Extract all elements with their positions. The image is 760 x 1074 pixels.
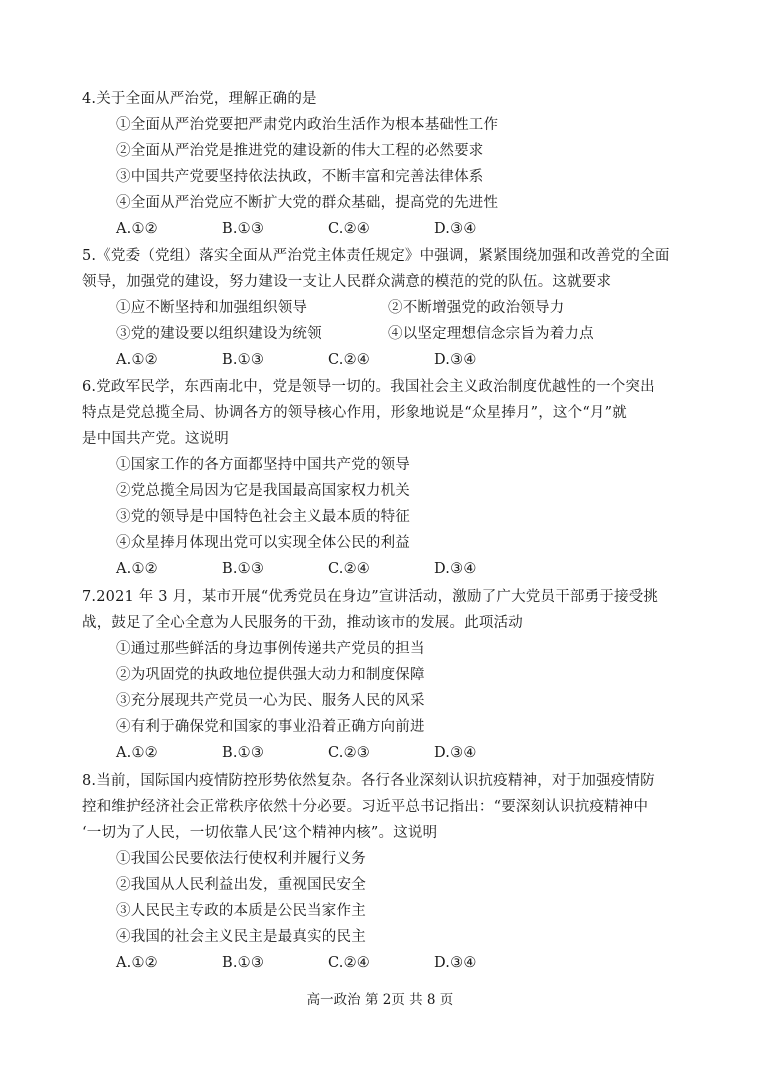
question-stem-cont: 控和维护经济社会正常秩序依然十分必要。习近平总书记指出：“要深刻认识抗疫精神中 — [82, 799, 649, 815]
answer-choices — [82, 556, 682, 582]
question-stem: 6.党政军民学，东西南北中，党是领导一切的。我国社会主义政治制度优越性的一个突出 — [82, 379, 655, 395]
question-stem-cont: 是中国共产党。这说明 — [82, 431, 229, 447]
choice-d: D.③④ — [434, 221, 477, 237]
choice-c: C.②④ — [328, 561, 370, 577]
option-3: ③中国共产党要坚持依法执政，不断丰富和完善法律体系 — [116, 169, 484, 185]
option-1: ①国家工作的各方面都坚持中国共产党的领导 — [116, 457, 410, 473]
choice-d: D.③④ — [434, 955, 477, 971]
choice-b: B.①③ — [222, 221, 265, 237]
question-7 — [82, 584, 682, 766]
choice-d: D.③④ — [434, 352, 477, 368]
answer-choices — [82, 740, 682, 766]
choice-b: B.①③ — [222, 745, 265, 761]
question-stem: 5.《党委（党组）落实全面从严治党主体责任规定》中强调，紧紧围绕加强和改善党的全面 — [82, 248, 670, 264]
choice-b: B.①③ — [222, 352, 265, 368]
question-6 — [82, 374, 682, 582]
option-row — [82, 321, 682, 347]
option-3: ③人民民主专政的本质是公民当家作主 — [116, 903, 366, 919]
option-2: ②我国从人民利益出发，重视国民安全 — [116, 877, 366, 893]
question-stem: 7.2021 年 3 月，某市开展“优秀党员在身边”宣讲活动，激励了广大党员干部勇于接受挑 — [82, 589, 659, 605]
option-2: ②党总揽全局因为它是我国最高国家权力机关 — [116, 483, 410, 499]
option-4: ④以坚定理想信念宗旨为着力点 — [388, 326, 594, 342]
answer-choices — [82, 216, 682, 242]
question-4 — [82, 86, 682, 242]
option-1: ①我国公民要依法行使权利并履行义务 — [116, 851, 366, 867]
choice-a: A.①② — [116, 221, 158, 237]
option-2: ②全面从严治党是推进党的建设新的伟大工程的必然要求 — [116, 143, 484, 159]
choice-b: B.①③ — [222, 561, 265, 577]
option-3: ③充分展现共产党员一心为民、服务人民的风采 — [116, 693, 425, 709]
option-3: ③党的建设要以组织建设为统领 — [116, 326, 322, 342]
question-stem-cont: 特点是党总揽全局、协调各方的领导核心作用，形象地说是“众星捧月”，这个“月”就 — [82, 405, 627, 421]
option-row — [82, 295, 682, 321]
choice-c: C.②③ — [328, 745, 370, 761]
choice-d: D.③④ — [434, 561, 477, 577]
option-1: ①通过那些鲜活的身边事例传递共产党员的担当 — [116, 641, 425, 657]
option-3: ③党的领导是中国特色社会主义最本质的特征 — [116, 509, 410, 525]
option-2: ②不断增强党的政治领导力 — [388, 300, 565, 316]
question-stem: 8.当前，国际国内疫情防控形势依然复杂。各行各业深刻认识抗疫精神，对于加强疫情防 — [82, 773, 655, 789]
option-1: ①应不断坚持和加强组织领导 — [116, 300, 308, 316]
choice-c: C.②④ — [328, 352, 370, 368]
choice-a: A.①② — [116, 561, 158, 577]
question-stem-cont: 战，鼓足了全心全意为人民服务的干劲，推动该市的发展。此项活动 — [82, 615, 523, 631]
option-4: ④众星捧月体现出党可以实现全体公民的利益 — [116, 535, 410, 551]
option-2: ②为巩固党的执政地位提供强大动力和制度保障 — [116, 667, 425, 683]
choice-c: C.②④ — [328, 221, 370, 237]
option-4: ④我国的社会主义民主是最真实的民主 — [116, 929, 366, 945]
option-1: ①全面从严治党要把严肃党内政治生活作为根本基础性工作 — [116, 117, 499, 133]
choice-c: C.②④ — [328, 955, 370, 971]
choice-d: D.③④ — [434, 745, 477, 761]
answer-choices — [82, 347, 682, 373]
choice-b: B.①③ — [222, 955, 265, 971]
question-8 — [82, 768, 682, 976]
question-5 — [82, 243, 682, 373]
question-stem: 4.关于全面从严治党，理解正确的是 — [82, 91, 317, 107]
question-stem-cont: 领导，加强党的建设，努力建设一支让人民群众满意的模范的党的队伍。这就要求 — [82, 274, 612, 290]
option-4: ④有利于确保党和国家的事业沿着正确方向前进 — [116, 719, 425, 735]
choice-a: A.①② — [116, 352, 158, 368]
page-footer: 高一政治 第 2页 共 8 页 — [306, 992, 454, 1008]
question-stem-cont: ‘一切为了人民，一切依靠人民’这个精神内核”。这说明 — [82, 825, 438, 841]
answer-choices — [82, 950, 682, 976]
choice-a: A.①② — [116, 745, 158, 761]
option-4: ④全面从严治党应不断扩大党的群众基础，提高党的先进性 — [116, 195, 499, 211]
choice-a: A.①② — [116, 955, 158, 971]
